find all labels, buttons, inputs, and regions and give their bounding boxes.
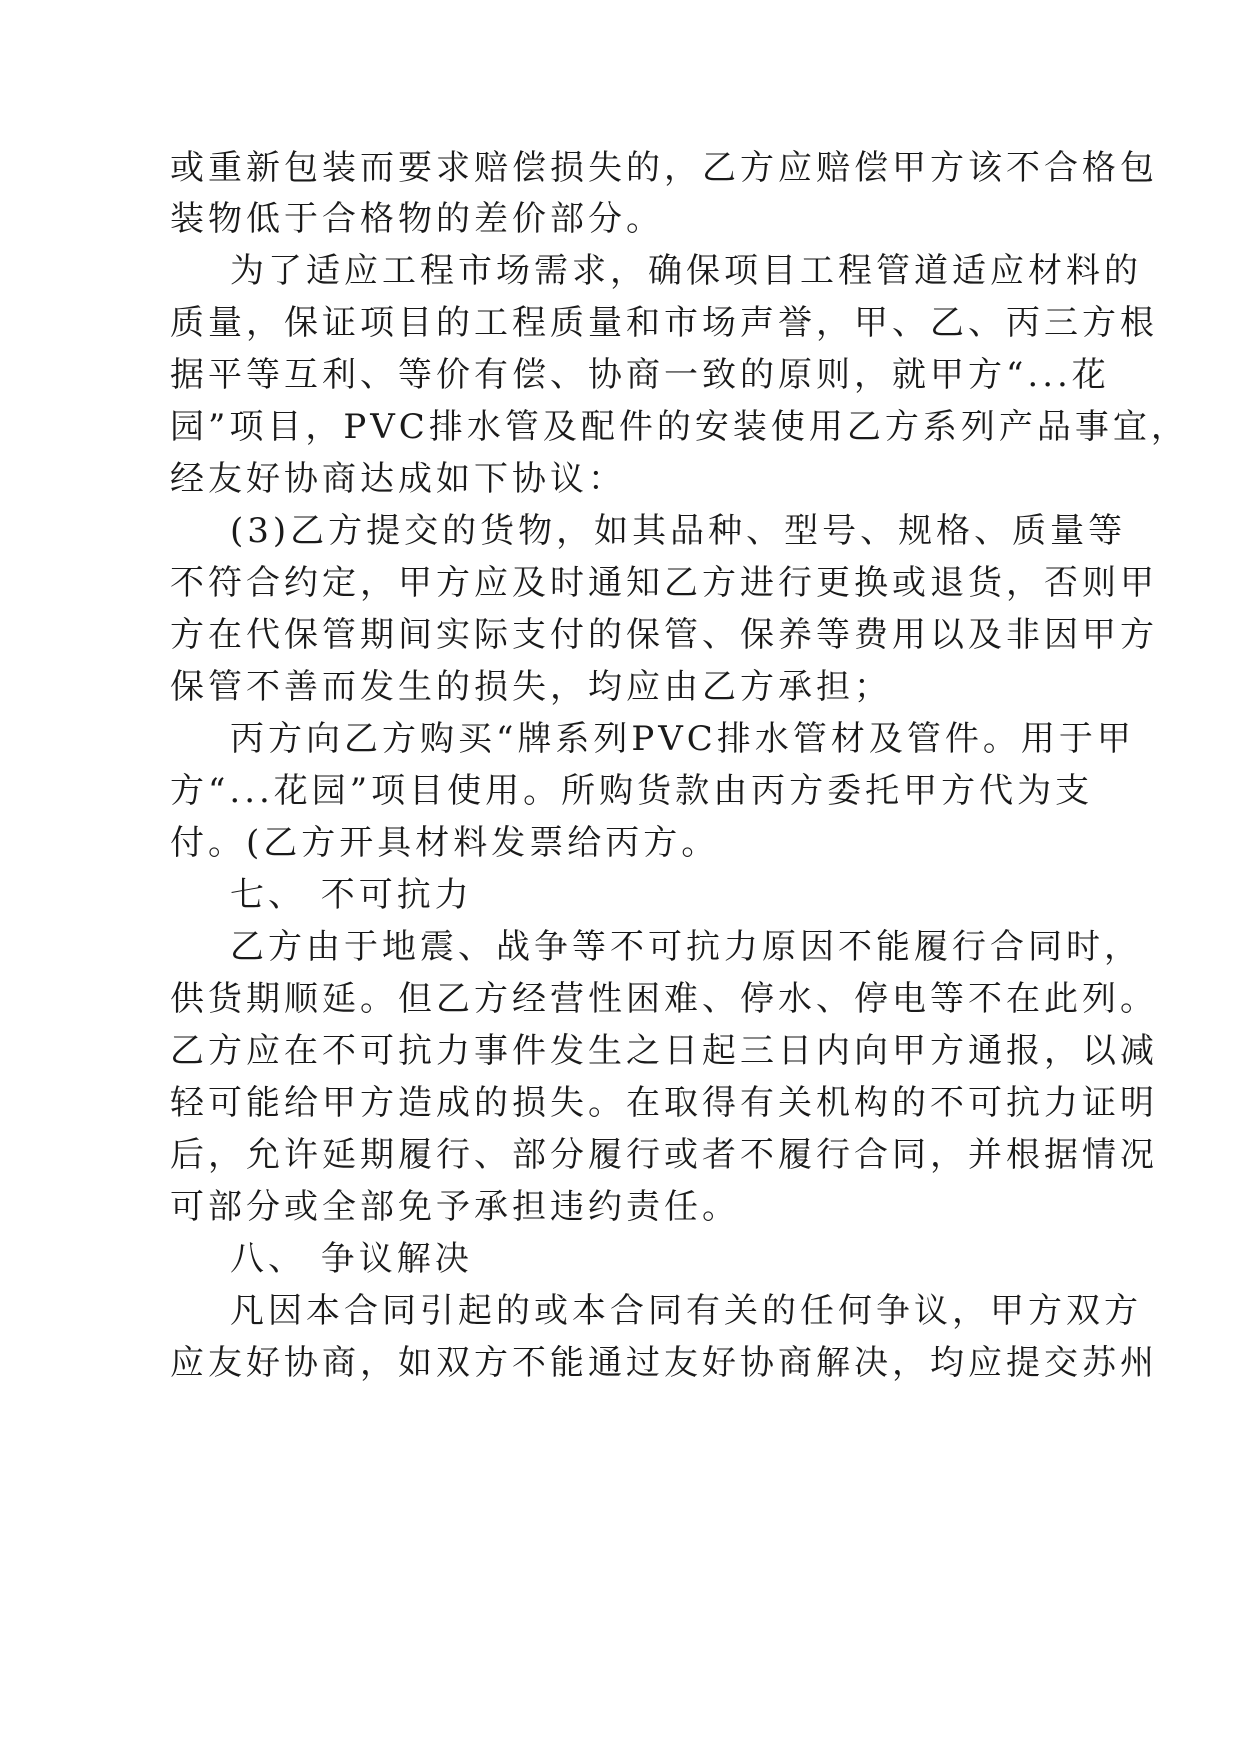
text-line: 园”项目，PVC排水管及配件的安装使用乙方系列产品事宜， <box>170 407 1189 447</box>
text-line: 付。(乙方开具材料发票给丙方。 <box>170 823 720 863</box>
text-line: 装物低于合格物的差价部分。 <box>170 199 664 239</box>
text-line: 乙方应在不可抗力事件发生之日起三日内向甲方通报，以减 <box>170 1031 1158 1071</box>
paragraph-start-line: 凡因本合同引起的或本合同有关的任何争议，甲方双方 <box>230 1291 1142 1331</box>
text-line: 不符合约定，甲方应及时通知乙方进行更换或退货，否则甲 <box>170 563 1158 603</box>
text-line: 后，允许延期履行、部分履行或者不履行合同，并根据情况 <box>170 1135 1158 1175</box>
text-line: 方“...花园”项目使用。所购货款由丙方委托甲方代为支 <box>170 771 1094 811</box>
paragraph-start-line: 乙方由于地震、战争等不可抗力原因不能履行合同时， <box>230 927 1142 967</box>
text-line: 或重新包装而要求赔偿损失的，乙方应赔偿甲方该不合格包 <box>170 148 1158 188</box>
text-line: 经友好协商达成如下协议： <box>170 459 626 499</box>
section-heading: 八、 争议解决 <box>230 1239 473 1279</box>
section-heading: 七、 不可抗力 <box>230 875 473 915</box>
text-line: 方在代保管期间实际支付的保管、保养等费用以及非因甲方 <box>170 615 1158 655</box>
paragraph-start-line: (3)乙方提交的货物，如其品种、型号、规格、质量等 <box>230 511 1127 551</box>
text-line: 应友好协商，如双方不能通过友好协商解决，均应提交苏州 <box>170 1343 1158 1383</box>
text-line: 供货期顺延。但乙方经营性困难、停水、停电等不在此列。 <box>170 979 1158 1019</box>
text-line: 质量，保证项目的工程质量和市场声誉，甲、乙、丙三方根 <box>170 303 1158 343</box>
paragraph-start-line: 为了适应工程市场需求，确保项目工程管道适应材料的 <box>230 251 1142 291</box>
paragraph-start-line: 丙方向乙方购买“牌系列PVC排水管材及管件。用于甲 <box>230 719 1135 759</box>
text-line: 保管不善而发生的损失，均应由乙方承担； <box>170 667 892 707</box>
text-line: 轻可能给甲方造成的损失。在取得有关机构的不可抗力证明 <box>170 1083 1158 1123</box>
text-line: 据平等互利、等价有偿、协商一致的原则，就甲方“...花 <box>170 355 1110 395</box>
text-line: 可部分或全部免予承担违约责任。 <box>170 1187 740 1227</box>
